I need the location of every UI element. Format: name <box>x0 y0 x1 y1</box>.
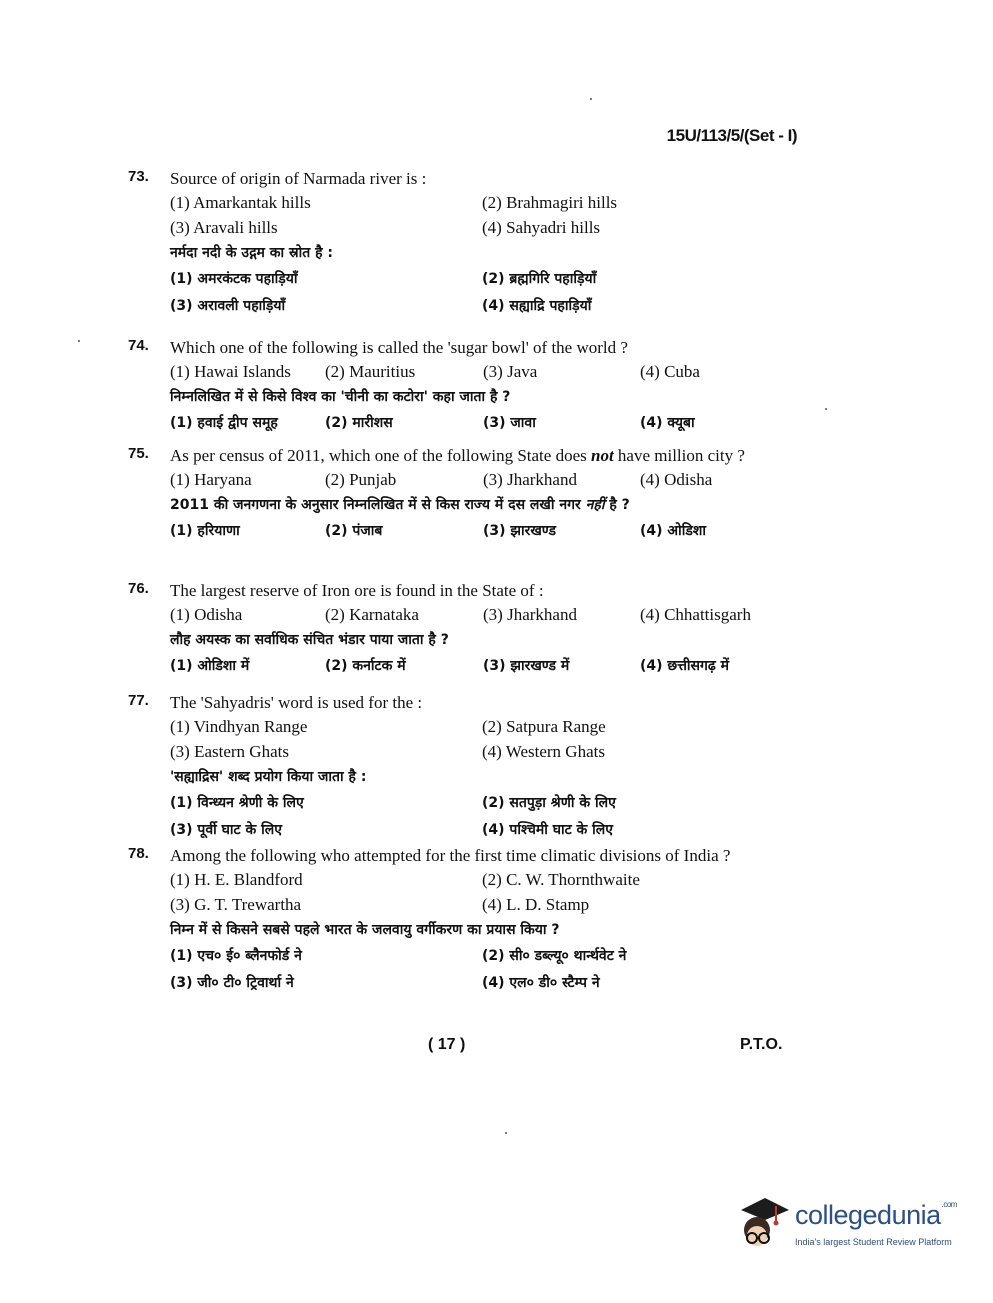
option-row <box>170 410 793 437</box>
option: (3) अरावली पहाड़ियाँ <box>170 298 286 314</box>
question-number: 74. <box>128 337 149 354</box>
option: (2) सतपुड़ा श्रेणी के लिए <box>482 795 616 811</box>
question-75 <box>128 445 793 545</box>
option-row <box>170 467 793 492</box>
option-row <box>170 215 793 240</box>
text-part: have million city ? <box>613 446 745 465</box>
option-row <box>170 190 793 215</box>
option-row <box>170 867 793 892</box>
option: (1) Hawai Islands <box>170 362 291 381</box>
logo-wordmark <box>795 1200 957 1231</box>
option: (2) C. W. Thornthwaite <box>482 870 640 889</box>
question-number: 76. <box>128 580 149 597</box>
option-row <box>170 790 793 817</box>
option: (2) ब्रह्मगिरि पहाड़ियाँ <box>482 271 597 287</box>
option: (4) एल० डी० स्टैम्प ने <box>482 975 600 991</box>
question-text-hi <box>170 492 793 518</box>
question-74 <box>128 337 793 437</box>
logo-tagline: India's largest Student Review Platform <box>795 1237 952 1247</box>
option-row <box>170 714 793 739</box>
option-row <box>170 359 793 384</box>
question-text-en <box>170 445 793 467</box>
scan-speck <box>825 408 827 410</box>
question-number: 78. <box>128 845 149 862</box>
option-row <box>170 293 793 320</box>
question-text-en: Source of origin of Narmada river is : <box>170 169 427 188</box>
option: (2) पंजाब <box>325 523 383 539</box>
option: (4) L. D. Stamp <box>482 895 590 914</box>
option: (2) कर्नाटक में <box>325 658 406 674</box>
option-row <box>170 266 793 293</box>
question-text-en: The 'Sahyadris' word is used for the : <box>170 693 423 712</box>
option: (3) Aravali hills <box>170 218 278 237</box>
scan-speck <box>505 1132 507 1134</box>
option: (3) झारखण्ड <box>483 523 556 539</box>
question-text-en: Among the following who attempted for the first time climatic divisions of India ? <box>170 846 731 865</box>
question-76 <box>128 580 793 680</box>
text-part: 2011 की जनगणना के अनुसार निम्नलिखित में से किस राज्य में दस लखी नगर <box>170 497 586 513</box>
option: (2) Punjab <box>325 470 397 489</box>
option: (4) Western Ghats <box>482 742 605 761</box>
option-row <box>170 970 793 997</box>
option-row <box>170 943 793 970</box>
option: (1) Vindhyan Range <box>170 717 308 736</box>
option: (1) Haryana <box>170 470 252 489</box>
option-row <box>170 602 793 627</box>
option: (1) एच० ई० ब्लैनफोर्ड ने <box>170 948 302 964</box>
question-number: 77. <box>128 692 149 709</box>
question-text-hi: निम्न में से किसने सबसे पहले भारत के जलवायु वर्गीकरण का प्रयास किया ? <box>170 922 560 938</box>
text-part: As per census of 2011, which one of the following State does <box>170 446 591 465</box>
pto-label: P.T.O. <box>740 1036 783 1053</box>
question-number: 73. <box>128 168 149 185</box>
option: (1) ओडिशा में <box>170 658 250 674</box>
option: (3) Jharkhand <box>483 470 577 489</box>
option: (1) Odisha <box>170 605 243 624</box>
question-text-hi: 'सह्याद्रिस' शब्द प्रयोग किया जाता है : <box>170 769 367 785</box>
option: (4) क्यूबा <box>640 415 695 431</box>
option: (1) हरियाणा <box>170 523 240 539</box>
option: (1) H. E. Blandford <box>170 870 303 889</box>
option: (2) Brahmagiri hills <box>482 193 618 212</box>
question-78 <box>128 845 793 997</box>
option: (3) जावा <box>483 415 536 431</box>
option: (1) हवाई द्वीप समूह <box>170 415 278 431</box>
option: (1) Amarkantak hills <box>170 193 311 212</box>
question-number: 75. <box>128 445 149 462</box>
option-row <box>170 817 793 844</box>
emphasis: नहीं <box>585 497 605 513</box>
option: (4) सह्याद्रि पहाड़ियाँ <box>482 298 592 314</box>
option: (2) Mauritius <box>325 362 416 381</box>
question-text-hi: लौह अयस्क का सर्वाधिक संचित भंडार पाया जाता है ? <box>170 632 449 648</box>
option-row <box>170 518 793 545</box>
option: (3) जी० टी० ट्रिवार्था ने <box>170 975 294 991</box>
graduate-cap-mascot-icon <box>735 1192 793 1258</box>
question-text-hi: निम्नलिखित में से किसे विश्व का 'चीनी का कटोरा' कहा जाता है ? <box>170 389 511 405</box>
option: (3) Java <box>483 362 538 381</box>
option-row <box>170 892 793 917</box>
question-text-en: The largest reserve of Iron ore is found in the State of : <box>170 581 544 600</box>
logo-name: collegedunia <box>795 1200 941 1230</box>
option: (3) Eastern Ghats <box>170 742 289 761</box>
option: (4) पश्चिमी घाट के लिए <box>482 822 614 838</box>
collegedunia-logo[interactable] <box>735 1192 965 1262</box>
option: (3) झारखण्ड में <box>483 658 570 674</box>
emphasis: not <box>590 446 614 465</box>
scan-speck <box>590 98 592 100</box>
option: (1) अमरकंटक पहाड़ियाँ <box>170 271 298 287</box>
text-part: है ? <box>604 497 630 513</box>
option: (2) मारीशस <box>325 415 393 431</box>
option-row <box>170 739 793 764</box>
option: (2) Satpura Range <box>482 717 606 736</box>
logo-domain: .com <box>941 1200 957 1209</box>
question-text-en: Which one of the following is called the 'sugar bowl' of the world ? <box>170 338 628 357</box>
scan-speck <box>78 340 80 342</box>
option: (2) सी० डब्ल्यू० थार्न्थवेट ने <box>482 948 627 964</box>
option: (4) Sahyadri hills <box>482 218 601 237</box>
question-73 <box>128 168 793 320</box>
option: (4) छत्तीसगढ़ में <box>640 658 729 674</box>
option: (4) Chhattisgarh <box>640 605 751 624</box>
option: (2) Karnataka <box>325 605 419 624</box>
option-row <box>170 653 793 680</box>
page-number: ( 17 ) <box>428 1036 466 1053</box>
option: (3) G. T. Trewartha <box>170 895 302 914</box>
option: (3) Jharkhand <box>483 605 577 624</box>
option: (1) विन्ध्यन श्रेणी के लिए <box>170 795 304 811</box>
paper-code: 15U/113/5/(Set - I) <box>666 126 797 145</box>
option: (4) Odisha <box>640 470 713 489</box>
question-text-hi: नर्मदा नदी के उद्गम का स्रोत है : <box>170 245 334 261</box>
option: (3) पूर्वी घाट के लिए <box>170 822 282 838</box>
option: (4) Cuba <box>640 362 700 381</box>
question-77 <box>128 692 793 844</box>
option: (4) ओडिशा <box>640 523 706 539</box>
